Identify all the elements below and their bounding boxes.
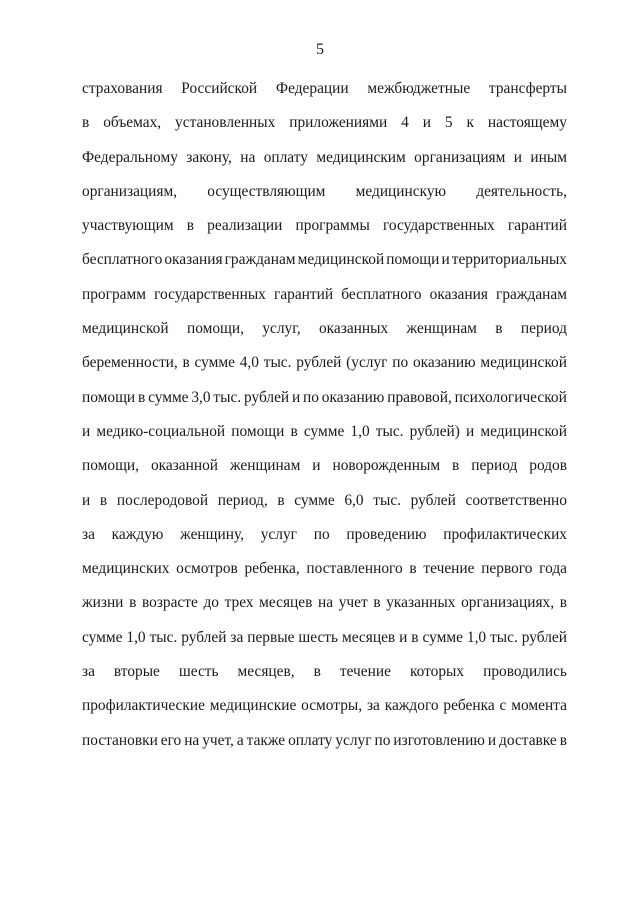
word: в [559, 731, 567, 749]
word: жизни [82, 594, 124, 612]
word: изготовлению [393, 731, 485, 749]
word: осмотры, [301, 697, 363, 715]
word: участвующим [82, 217, 174, 235]
word: Российской [181, 80, 258, 97]
word: по [392, 354, 409, 372]
word: тыс. [490, 628, 518, 646]
word: сумме [148, 388, 189, 406]
word: за [366, 697, 380, 715]
word: период [471, 457, 518, 475]
word: оказанных [318, 320, 389, 338]
word: организациям [414, 148, 506, 166]
body-line [82, 661, 567, 695]
word: рублей [410, 491, 456, 509]
word: сумме [422, 628, 463, 646]
word: по [374, 731, 391, 749]
word: настоящему [487, 114, 567, 132]
word: по [303, 388, 319, 406]
word: психологической [454, 388, 567, 406]
word: помощи, [186, 320, 244, 338]
word: которых [409, 663, 465, 681]
word: и [399, 628, 408, 646]
word: течение [423, 560, 475, 578]
word: 1,0 [126, 628, 146, 646]
word: сумме [194, 354, 235, 372]
word: медицинской [82, 320, 169, 338]
word: в [290, 422, 298, 440]
word: приложениями [289, 114, 388, 132]
body-line [82, 181, 567, 215]
word: за [82, 525, 95, 543]
word: и [466, 422, 475, 440]
word: и [513, 148, 523, 166]
word: организациях, [461, 594, 555, 612]
word: до [203, 594, 219, 612]
word: период [520, 320, 567, 338]
word: услуг [335, 731, 372, 749]
word: шесть [298, 628, 339, 646]
word: проводились [483, 663, 567, 681]
word: медико-социальной [96, 422, 226, 440]
word: и [291, 388, 301, 406]
word: гражданам [496, 285, 567, 303]
word: каждого [384, 697, 439, 715]
word: ребенка [443, 697, 495, 715]
word: страхования [82, 80, 163, 97]
word: женщинам [229, 457, 301, 475]
word: рублей [521, 628, 567, 646]
word: а [236, 731, 244, 749]
word: в [373, 594, 381, 612]
word: постановки [82, 731, 158, 749]
word: в [452, 457, 460, 475]
word: медицинским [316, 148, 406, 166]
word: указанных [386, 594, 456, 612]
word: месяцев [259, 594, 313, 612]
word: рублей [296, 354, 342, 372]
word: реализации [207, 217, 283, 235]
body-line [82, 78, 567, 112]
word: ребенка, [244, 560, 300, 578]
word: на [184, 731, 200, 749]
word: тыс. [213, 388, 242, 406]
word: оказанной [150, 457, 219, 475]
word: на [318, 594, 334, 612]
word: родов [529, 457, 567, 475]
word: гарантий [274, 285, 334, 303]
body-line [82, 558, 567, 592]
word: тыс. [375, 422, 404, 440]
word: на [240, 148, 256, 166]
word: в [495, 320, 503, 338]
word: помощи [231, 422, 285, 440]
document-body [82, 78, 567, 764]
word: к [466, 114, 474, 132]
word: оказания [429, 285, 488, 303]
word: правовой, [387, 388, 452, 406]
word: медицинской [480, 354, 567, 372]
word: период, [217, 491, 268, 509]
word: с [499, 697, 507, 715]
word: первого [481, 560, 533, 578]
word: медицинских [82, 560, 170, 578]
word: момента [511, 697, 567, 715]
word: 6,0 [344, 491, 364, 509]
word: программы [295, 217, 370, 235]
body-line [82, 730, 567, 764]
word: 3,0 [191, 388, 211, 406]
word: помощи, [82, 457, 140, 475]
word: гражданам [224, 251, 296, 269]
word: и [82, 491, 91, 509]
body-line [82, 490, 567, 524]
word: бесплатного [82, 251, 163, 269]
word: его [160, 731, 182, 749]
word: сумме [294, 491, 335, 509]
word: соответственно [465, 491, 567, 509]
body-line [82, 695, 567, 729]
word: трех [224, 594, 254, 612]
word: рублей [181, 628, 227, 646]
word: объемах, [103, 114, 162, 132]
word: каждую [111, 525, 164, 543]
word: и [487, 731, 497, 749]
word: за [230, 628, 244, 646]
word: услуг [260, 525, 297, 543]
word: 1,0 [350, 422, 370, 440]
word: 5 [444, 114, 453, 132]
word: 4,0 [239, 354, 259, 372]
word: сумме [82, 628, 123, 646]
word: сумме [303, 422, 345, 440]
word: также [246, 731, 286, 749]
body-line [82, 421, 567, 455]
word: Федеральному [82, 148, 178, 166]
word: послеродовой [116, 491, 209, 509]
body-line [82, 455, 567, 489]
word: профилактических [443, 525, 567, 543]
word: трансферты [488, 80, 567, 97]
word: гарантий [507, 217, 567, 235]
word: в [411, 628, 419, 646]
word: в [186, 217, 195, 235]
body-line [82, 524, 567, 558]
word: рублей) [409, 422, 460, 440]
word: оказания [164, 251, 223, 269]
word: беременности, [82, 354, 178, 372]
word: и [312, 457, 321, 475]
body-line [82, 592, 567, 626]
word: установленных [175, 114, 276, 132]
word: вторые [113, 663, 160, 681]
body-line [82, 387, 567, 421]
word: профилактические [82, 697, 205, 715]
word: рублей [243, 388, 290, 406]
word: в [409, 560, 417, 578]
word: женщинам [406, 320, 477, 338]
word: государственных [382, 217, 495, 235]
word: за [82, 663, 95, 681]
body-line [82, 627, 567, 661]
word: оплату [288, 731, 333, 749]
word: государственных [154, 285, 266, 303]
word: бесплатного [341, 285, 422, 303]
word: территориальных [451, 251, 567, 269]
word: женщину, [180, 525, 244, 543]
word: осуществляющим [207, 182, 326, 200]
word: программ [82, 285, 146, 303]
word: оказанию [321, 388, 385, 406]
word: помощи [386, 251, 440, 269]
word: в [277, 491, 285, 509]
word: года [539, 560, 567, 578]
word: возрасте [141, 594, 198, 612]
word: месяцев [341, 628, 396, 646]
word: помощи [82, 388, 136, 406]
body-line [82, 249, 567, 283]
word: доставке [499, 731, 557, 749]
body-line [82, 147, 567, 181]
word: тыс. [149, 628, 178, 646]
body-line [82, 112, 567, 146]
word: по [313, 525, 330, 543]
word: шесть [178, 663, 219, 681]
word: закону, [186, 148, 232, 166]
word: осмотров [176, 560, 238, 578]
body-line [82, 215, 567, 249]
page-number: 5 [316, 41, 324, 58]
word: поставленного [306, 560, 403, 578]
word: в [82, 114, 90, 132]
word: и [422, 114, 431, 132]
word: учет [338, 594, 368, 612]
word: тыс. [373, 491, 402, 509]
word: иным [530, 148, 567, 166]
word: оплату [263, 148, 308, 166]
word: медицинские [209, 697, 297, 715]
word: течение [339, 663, 391, 681]
word: в [137, 388, 146, 406]
word: оказанию [412, 354, 476, 372]
word: медицинскую [355, 182, 447, 200]
word: (услуг [346, 354, 388, 372]
word: медицинской [297, 251, 385, 269]
word: услуг, [262, 320, 301, 338]
word: проведению [346, 525, 427, 543]
word: 1,0 [466, 628, 487, 646]
word: в [182, 354, 190, 372]
word: первые [247, 628, 295, 646]
word: медицинской [480, 422, 567, 440]
word: деятельность, [476, 182, 567, 200]
word: месяцев, [237, 663, 295, 681]
word: в [99, 491, 108, 509]
body-line [82, 318, 567, 352]
word: и [82, 422, 91, 440]
word: Федерации [275, 80, 349, 97]
body-line [82, 352, 567, 386]
word: учет, [202, 731, 234, 749]
body-line [82, 284, 567, 318]
word: 4 [401, 114, 409, 132]
word: в [559, 594, 567, 612]
word: в [313, 663, 321, 681]
word: и [441, 251, 450, 269]
word: новорожденным [332, 457, 441, 475]
word: тыс. [263, 354, 292, 372]
word: в [129, 594, 137, 612]
word: межбюджетные [367, 80, 471, 97]
word: организациям, [82, 182, 178, 200]
